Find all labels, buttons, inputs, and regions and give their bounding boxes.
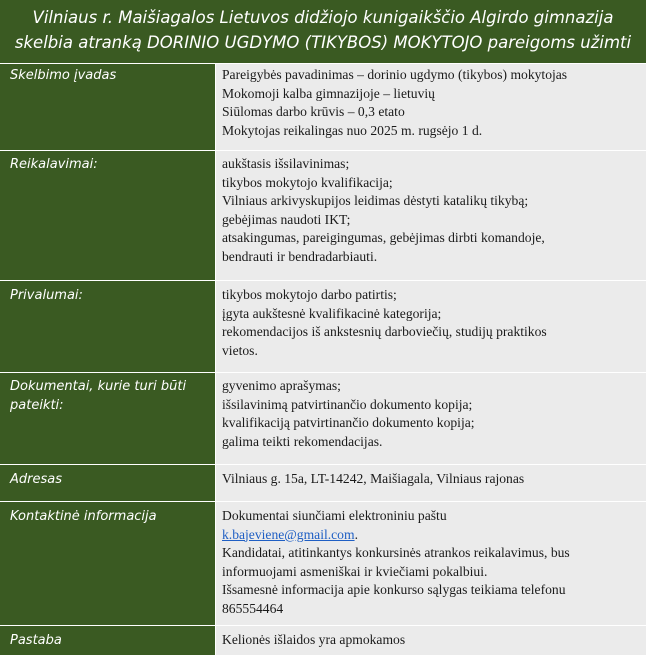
row-label-advantages: Privalumai: xyxy=(10,288,83,303)
email-link[interactable]: k.bajeviene@gmail.com xyxy=(222,526,355,542)
row-content-note xyxy=(222,631,642,650)
row-label-address: Adresas xyxy=(10,472,62,487)
row-label-contacts: Kontaktinė informacija xyxy=(10,509,157,524)
requirement-item: Vilniaus arkivyskupijos leidimas dėstyti katalikų tikybą; xyxy=(222,193,529,209)
contacts-line: 865554464 xyxy=(222,600,284,616)
row-label-documents xyxy=(10,377,210,415)
contacts-line: informuojami asmeniškai ir kviečiami pokalbiui. xyxy=(222,563,488,579)
header-title-line-1: Vilniaus r. Maišiagalos Lietuvos didžiojo kunigaikščio Algirdo gimnazija xyxy=(32,8,614,27)
document-item: gyvenimo aprašymas; xyxy=(222,378,341,393)
contacts-intro-line: Dokumentai siunčiami elektroniniu paštu xyxy=(222,508,447,523)
row-divider xyxy=(0,280,646,281)
row-divider xyxy=(0,501,646,502)
intro-line: Pareigybės pavadinimas – dorinio ugdymo (tikybos) mokytojas xyxy=(222,67,568,82)
row-divider xyxy=(0,625,646,626)
document-item: kvalifikaciją patvirtinančio dokumento kopija; xyxy=(222,415,475,431)
advantage-item: vietos. xyxy=(222,342,258,358)
requirement-item: aukštasis išsilavinimas; xyxy=(222,156,350,171)
row-content-intro xyxy=(222,66,642,140)
email-suffix: . xyxy=(354,526,358,542)
contacts-line: Išsamesnė informacija apie konkurso sąlygas teikiama telefonu xyxy=(222,582,566,598)
posting-header xyxy=(0,0,646,63)
row-label-requirements: Reikalavimai: xyxy=(10,157,98,172)
advantage-item: rekomendacijos iš ankstesnių darboviečių, studijų praktikos xyxy=(222,324,547,340)
row-divider xyxy=(0,150,646,151)
documents-label-line: pateikti: xyxy=(10,398,64,413)
label-column xyxy=(0,63,215,655)
row-divider xyxy=(0,63,646,64)
requirement-item: gebėjimas naudoti IKT; xyxy=(222,211,351,227)
requirement-item: tikybos mokytojo kvalifikacija; xyxy=(222,174,393,190)
row-label-note: Pastaba xyxy=(10,633,62,648)
document-item: išsilavinimą patvirtinančio dokumento kopija; xyxy=(222,396,473,412)
documents-label-line: Dokumentai, kurie turi būti xyxy=(10,379,187,394)
row-label-intro: Skelbimo įvadas xyxy=(10,68,117,83)
requirement-item: atsakingumas, pareigingumas, gebėjimas dirbti komandoje, xyxy=(222,230,545,246)
email-line xyxy=(222,526,642,545)
note-value: Kelionės išlaidos yra apmokamos xyxy=(222,632,406,647)
intro-line: Mokomoji kalba gimnazijoje – lietuvių xyxy=(222,85,435,101)
requirement-item: bendrauti ir bendradarbiauti. xyxy=(222,248,378,264)
header-title-line-2: skelbia atranką DORINIO UGDYMO (TIKYBOS) MOKYTOJO pareigoms užimti xyxy=(14,33,632,52)
intro-line: Siūlomas darbo krūvis – 0,3 etato xyxy=(222,104,405,120)
advantage-item: įgyta aukštesnė kvalifikacinė kategorija; xyxy=(222,305,442,321)
row-divider xyxy=(0,464,646,465)
intro-line: Mokytojas reikalingas nuo 2025 m. rugsėjo 1 d. xyxy=(222,122,483,138)
row-divider xyxy=(0,372,646,373)
row-content-contacts xyxy=(222,507,642,619)
column-divider xyxy=(215,63,216,655)
address-value: Vilniaus g. 15a, LT-14242, Maišiagala, Vilniaus rajonas xyxy=(222,471,525,486)
row-content-advantages xyxy=(222,286,642,360)
row-content-address xyxy=(222,470,642,489)
contacts-line: Kandidatai, atitinkantys konkursinės atrankos reikalavimus, bus xyxy=(222,545,570,561)
row-content-requirements xyxy=(222,155,642,267)
advantage-item: tikybos mokytojo darbo patirtis; xyxy=(222,287,397,302)
row-content-documents xyxy=(222,377,642,451)
document-item: galima teikti rekomendacijas. xyxy=(222,433,383,449)
